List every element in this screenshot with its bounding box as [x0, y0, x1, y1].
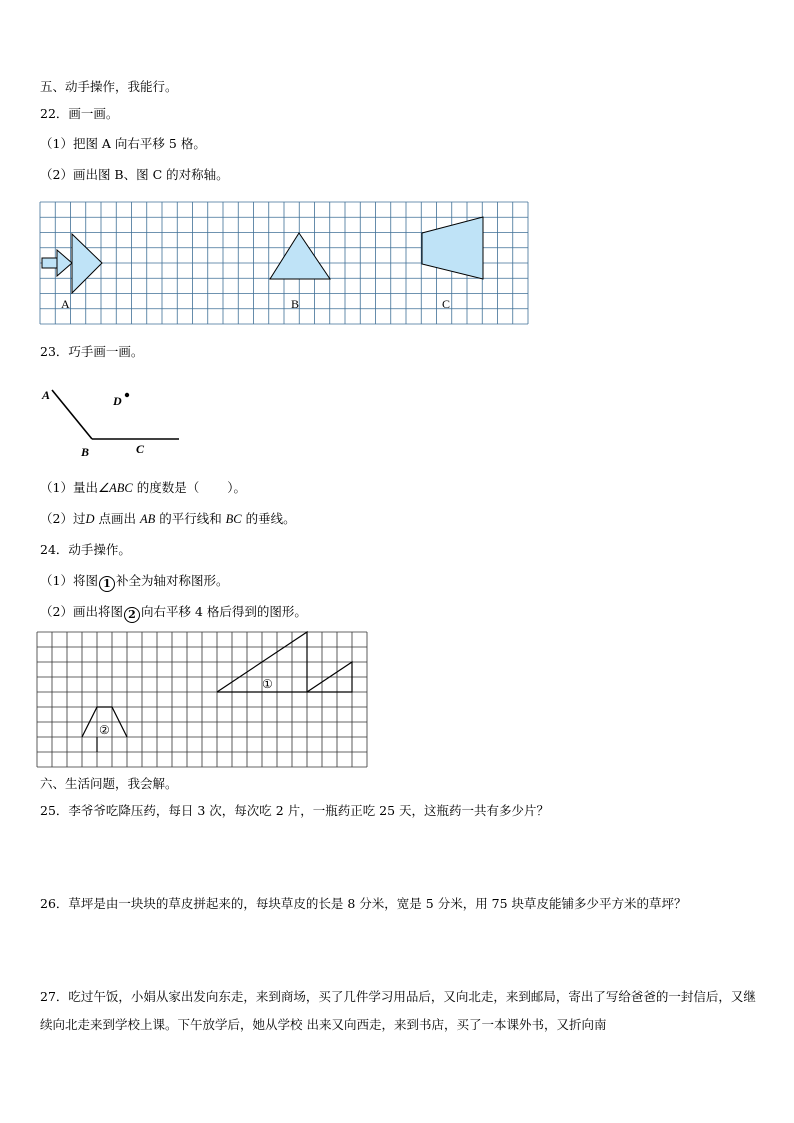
point-d — [125, 393, 129, 397]
label-a: A — [61, 297, 70, 311]
section-six-title: 六、生活问题，我会解。 — [40, 776, 178, 791]
q26-text: 26．草坪是由一块块的草皮拼起来的，每块草皮的长是 8 分米，宽是 5 分米，用 75 块草皮能铺多少平方米的草坪？ — [40, 896, 687, 911]
q22-title: 22．画一画。 — [40, 106, 119, 121]
q23-sub1: （1）量出∠ABC 的度数是（ ）。 — [40, 480, 247, 495]
label-b: B — [291, 297, 300, 311]
q24-title: 24．动手操作。 — [40, 542, 131, 557]
figure-one-label: ① — [262, 677, 273, 691]
q27-text: 27．吃过午饭，小娟从家出发向东走，来到商场，买了几件学习用品后，又向北走，来到邮局，寄出了写给爸爸的一封信后，又继续向北走来到学校上课。下午放学后，她从学校 出来又向西走，来到书店，买了一本课外书，又折向南 — [40, 989, 756, 1032]
circled-two: 2 — [124, 607, 140, 623]
point-d-label: D — [113, 394, 122, 408]
q24-sub1: （1）将图 1 补全为轴对称图形。 — [40, 573, 229, 590]
angle-abc: ∠ABC — [97, 481, 133, 495]
circled-one: 1 — [99, 576, 115, 592]
shape-a-small-triangle — [57, 250, 72, 276]
q22-sub1: （1）把图 A 向右平移 5 格。 — [40, 136, 206, 151]
q24-sub2: （2）画出将图 2 向右平移 4 格后得到的图形。 — [40, 604, 307, 621]
q22-sub2: （2）画出图 B、图 C 的对称轴。 — [40, 167, 229, 182]
point-a-label: A — [42, 388, 51, 402]
q25-text: 25．李爷爷吃降压药，每日 3 次，每次吃 2 片，一瓶药正吃 25 天，这瓶药一共有多少片？ — [40, 803, 550, 818]
figure-two-label: ② — [99, 723, 110, 737]
shape-c-trapezoid — [422, 217, 483, 279]
q24-grid-figure — [37, 632, 367, 768]
q23-angle-figure — [40, 380, 200, 460]
label-c: C — [442, 297, 451, 311]
q23-title: 23．巧手画一画。 — [40, 344, 144, 359]
point-c-label: C — [136, 442, 145, 456]
q22-grid-figure — [40, 202, 530, 326]
shape-a-rect — [42, 258, 57, 268]
q24-grid-lines — [37, 632, 367, 767]
ray-ba — [52, 390, 92, 439]
shape-a-big-triangle — [72, 234, 102, 293]
q23-sub2: （2）过D 点画出 AB 的平行线和 BC 的垂线。 — [40, 511, 296, 526]
section-five-title: 五、动手操作，我能行。 — [40, 79, 178, 94]
point-b-label: B — [81, 445, 90, 459]
shape-b-triangle — [270, 233, 330, 279]
